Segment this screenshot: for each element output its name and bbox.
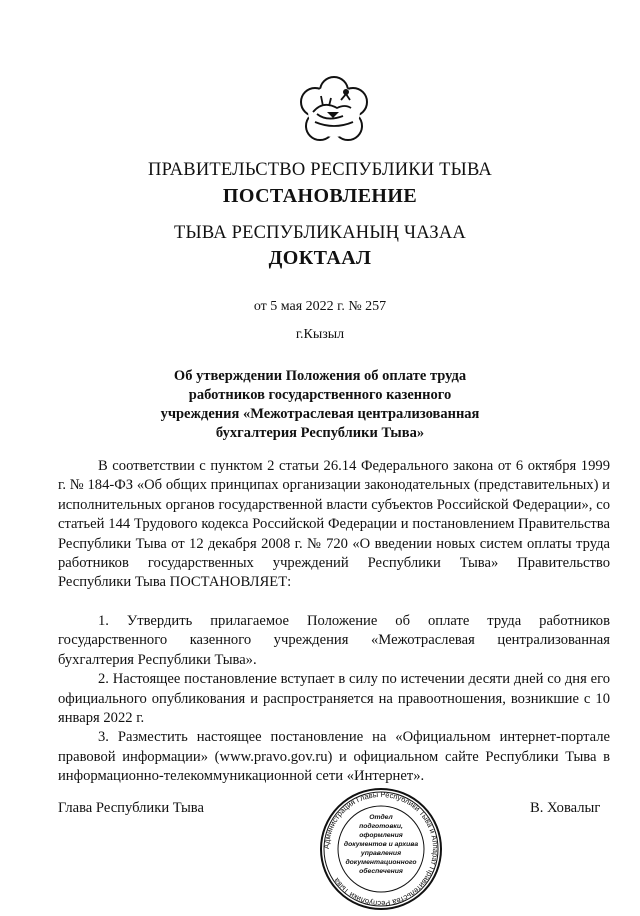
title-line: бухгалтерия Республики Тыва» — [215, 425, 425, 441]
resolution-item: 1. Утвердить прилагаемое Положение об оплате труда работников государственного казенного учреждения «Межотраслевая централизованная бухгалтерия Республики Тыва». — [58, 613, 610, 668]
title-line: Об утверждении Положения об оплате труда — [173, 368, 467, 384]
stamp-center-line: управления — [360, 850, 402, 857]
title-line: учреждения «Межотраслевая централизованная — [160, 406, 480, 422]
document-type: ПОСТАНОВЛЕНИЕ — [222, 185, 418, 207]
title-line: работников государственного казенного — [188, 387, 452, 403]
official-stamp — [316, 786, 446, 911]
resolution-items — [58, 612, 610, 787]
stamp-center-line: документационного — [345, 859, 417, 866]
date-and-number: от 5 мая 2022 г. № 257 — [253, 299, 387, 314]
coat-of-arms-icon — [293, 70, 375, 152]
city: г.Кызыл — [295, 327, 345, 342]
document-type-tyvan: ДОКТААЛ — [268, 247, 372, 269]
stamp-center-line: оформления — [359, 832, 403, 839]
resolution-item: 3. Разместить настоящее постановление на «Официальном интернет-портале правовой информации» (www.pravo.gov.ru) и официальном сайте Республики Тыва в информационно-телекоммуникационной сети «Интернет». — [58, 729, 610, 785]
document-title — [0, 367, 640, 443]
preamble-paragraph: В соответствии с пунктом 2 статьи 26.14 Федерального закона от 6 октября 1999 г. № 184-ФЗ «Об общих принципах организации законодательных (представительных) и исполнительных органов государственной власти субъектов Российской Федерации», со статьей 144 Трудового кодекса Российской Федерации и постановлением Правительства Республики Тыва от 12 декабря 2008 г. № 720 «О введении новых систем оплаты труда работников государственных учреждений Республики Тыва» Правительство Республики Тыва ПОСТАНОВЛЯЕТ: — [58, 458, 610, 591]
stamp-center-line: обеспечения — [359, 868, 403, 875]
stamp-center-line: подготовки, — [359, 823, 403, 830]
government-name: ПРАВИТЕЛЬСТВО РЕСПУБЛИКИ ТЫВА — [148, 160, 492, 180]
signatory-position: Глава Республики Тыва — [58, 800, 204, 816]
government-name-tyvan: ТЫВА РЕСПУБЛИКАНЫҢ ЧАЗАА — [174, 223, 466, 243]
resolution-item: 2. Настоящее постановление вступает в силу по истечении десяти дней со дня его официального опубликования и распространяется на правоотношения, возникшие с 10 января 2022 г. — [58, 671, 610, 727]
stamp-center-line: документов и архива — [343, 841, 419, 848]
stamp-ring-text: Администрация Главы Республики Тыва и Аппарат Правительства Республики Тыва — [321, 789, 441, 909]
stamp-center-line: Отдел — [369, 814, 393, 821]
signatory-name: В. Ховалыг — [530, 800, 601, 816]
